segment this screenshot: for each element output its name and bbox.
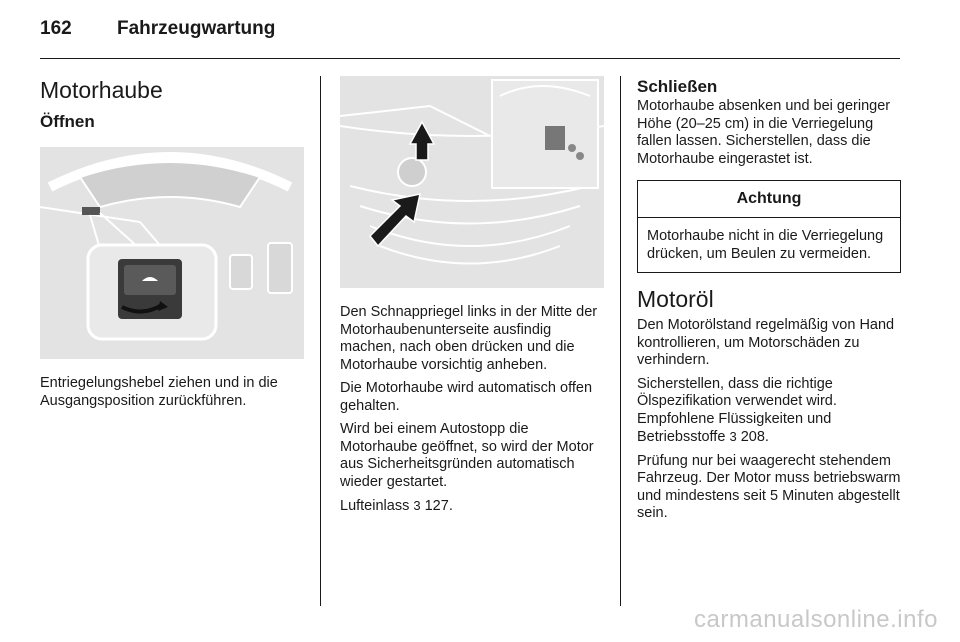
- oil-spec-page-ref: 208.: [736, 429, 769, 445]
- release-caption: Entriegelungshebel ziehen und in die Ausgangsposition zurückführen.: [40, 375, 278, 409]
- oil-section-title: Motoröl: [637, 286, 714, 312]
- hood-latch-illustration: [340, 76, 604, 288]
- header-rule: [40, 58, 900, 59]
- section-title: Motorhaube: [40, 77, 163, 103]
- warning-box: [637, 180, 901, 273]
- autostop-paragraph: Wird bei einem Autostopp die Motorhaube geöffnet, so wird der Motor aus Sicherheitsgründen automatisch wieder gestartet.: [340, 421, 594, 490]
- warning-title: Achtung: [638, 181, 900, 218]
- air-inlet-paragraph: [340, 497, 604, 516]
- reference-arrow-icon: 3: [413, 498, 421, 513]
- oil-spec-text: Sicherstellen, dass die richtige Ölspezifikation verwendet wird. Empfohlene Flüssigkeiten und Betriebsstoffe: [637, 375, 837, 445]
- column-left: [40, 76, 304, 410]
- column-middle: [340, 76, 604, 516]
- latch-instructions: [340, 304, 604, 516]
- column-right: [637, 76, 901, 523]
- reference-arrow-icon: 3: [729, 429, 737, 444]
- closing-title: Schließen: [637, 77, 718, 96]
- air-inlet-page-ref: 127.: [420, 498, 453, 514]
- watermark: carmanualsonline.info: [694, 606, 938, 633]
- page-header: [40, 18, 900, 58]
- oil-check-paragraph: Den Motorölstand regelmäßig von Hand kontrollieren, um Motorschäden zu verhindern.: [637, 317, 895, 368]
- warning-text: Motorhaube nicht in die Verriegelung drücken, um Beulen zu vermeiden.: [647, 228, 884, 262]
- column-divider: [620, 76, 621, 606]
- running-title: Fahrzeugwartung: [117, 18, 276, 39]
- oil-spec-paragraph: [637, 376, 901, 447]
- hood-held-paragraph: Die Motorhaube wird automatisch offen gehalten.: [340, 380, 593, 414]
- column-divider: [320, 76, 321, 606]
- oil-level-paragraph: Prüfung nur bei waagerecht stehendem Fahrzeug. Der Motor muss betriebswarm und mindestens seit 5 Minuten abgestellt sein.: [637, 452, 901, 521]
- subsection-title: Öffnen: [40, 112, 95, 131]
- page-number: 162: [40, 18, 72, 39]
- air-inlet-text: Lufteinlass: [340, 498, 414, 514]
- release-lever-illustration: [40, 147, 304, 359]
- closing-paragraph: Motorhaube absenken und bei geringer Höhe (20–25 cm) in die Verriegelung fallen lassen. Sicherstellen, dass die Motorhaube eingerastet ist.: [637, 98, 891, 167]
- latch-paragraph: Den Schnappriegel links in der Mitte der Motorhaubenunterseite ausfindig machen, nach oben drücken und die Motorhaube vorsichtig anheben.: [340, 304, 598, 373]
